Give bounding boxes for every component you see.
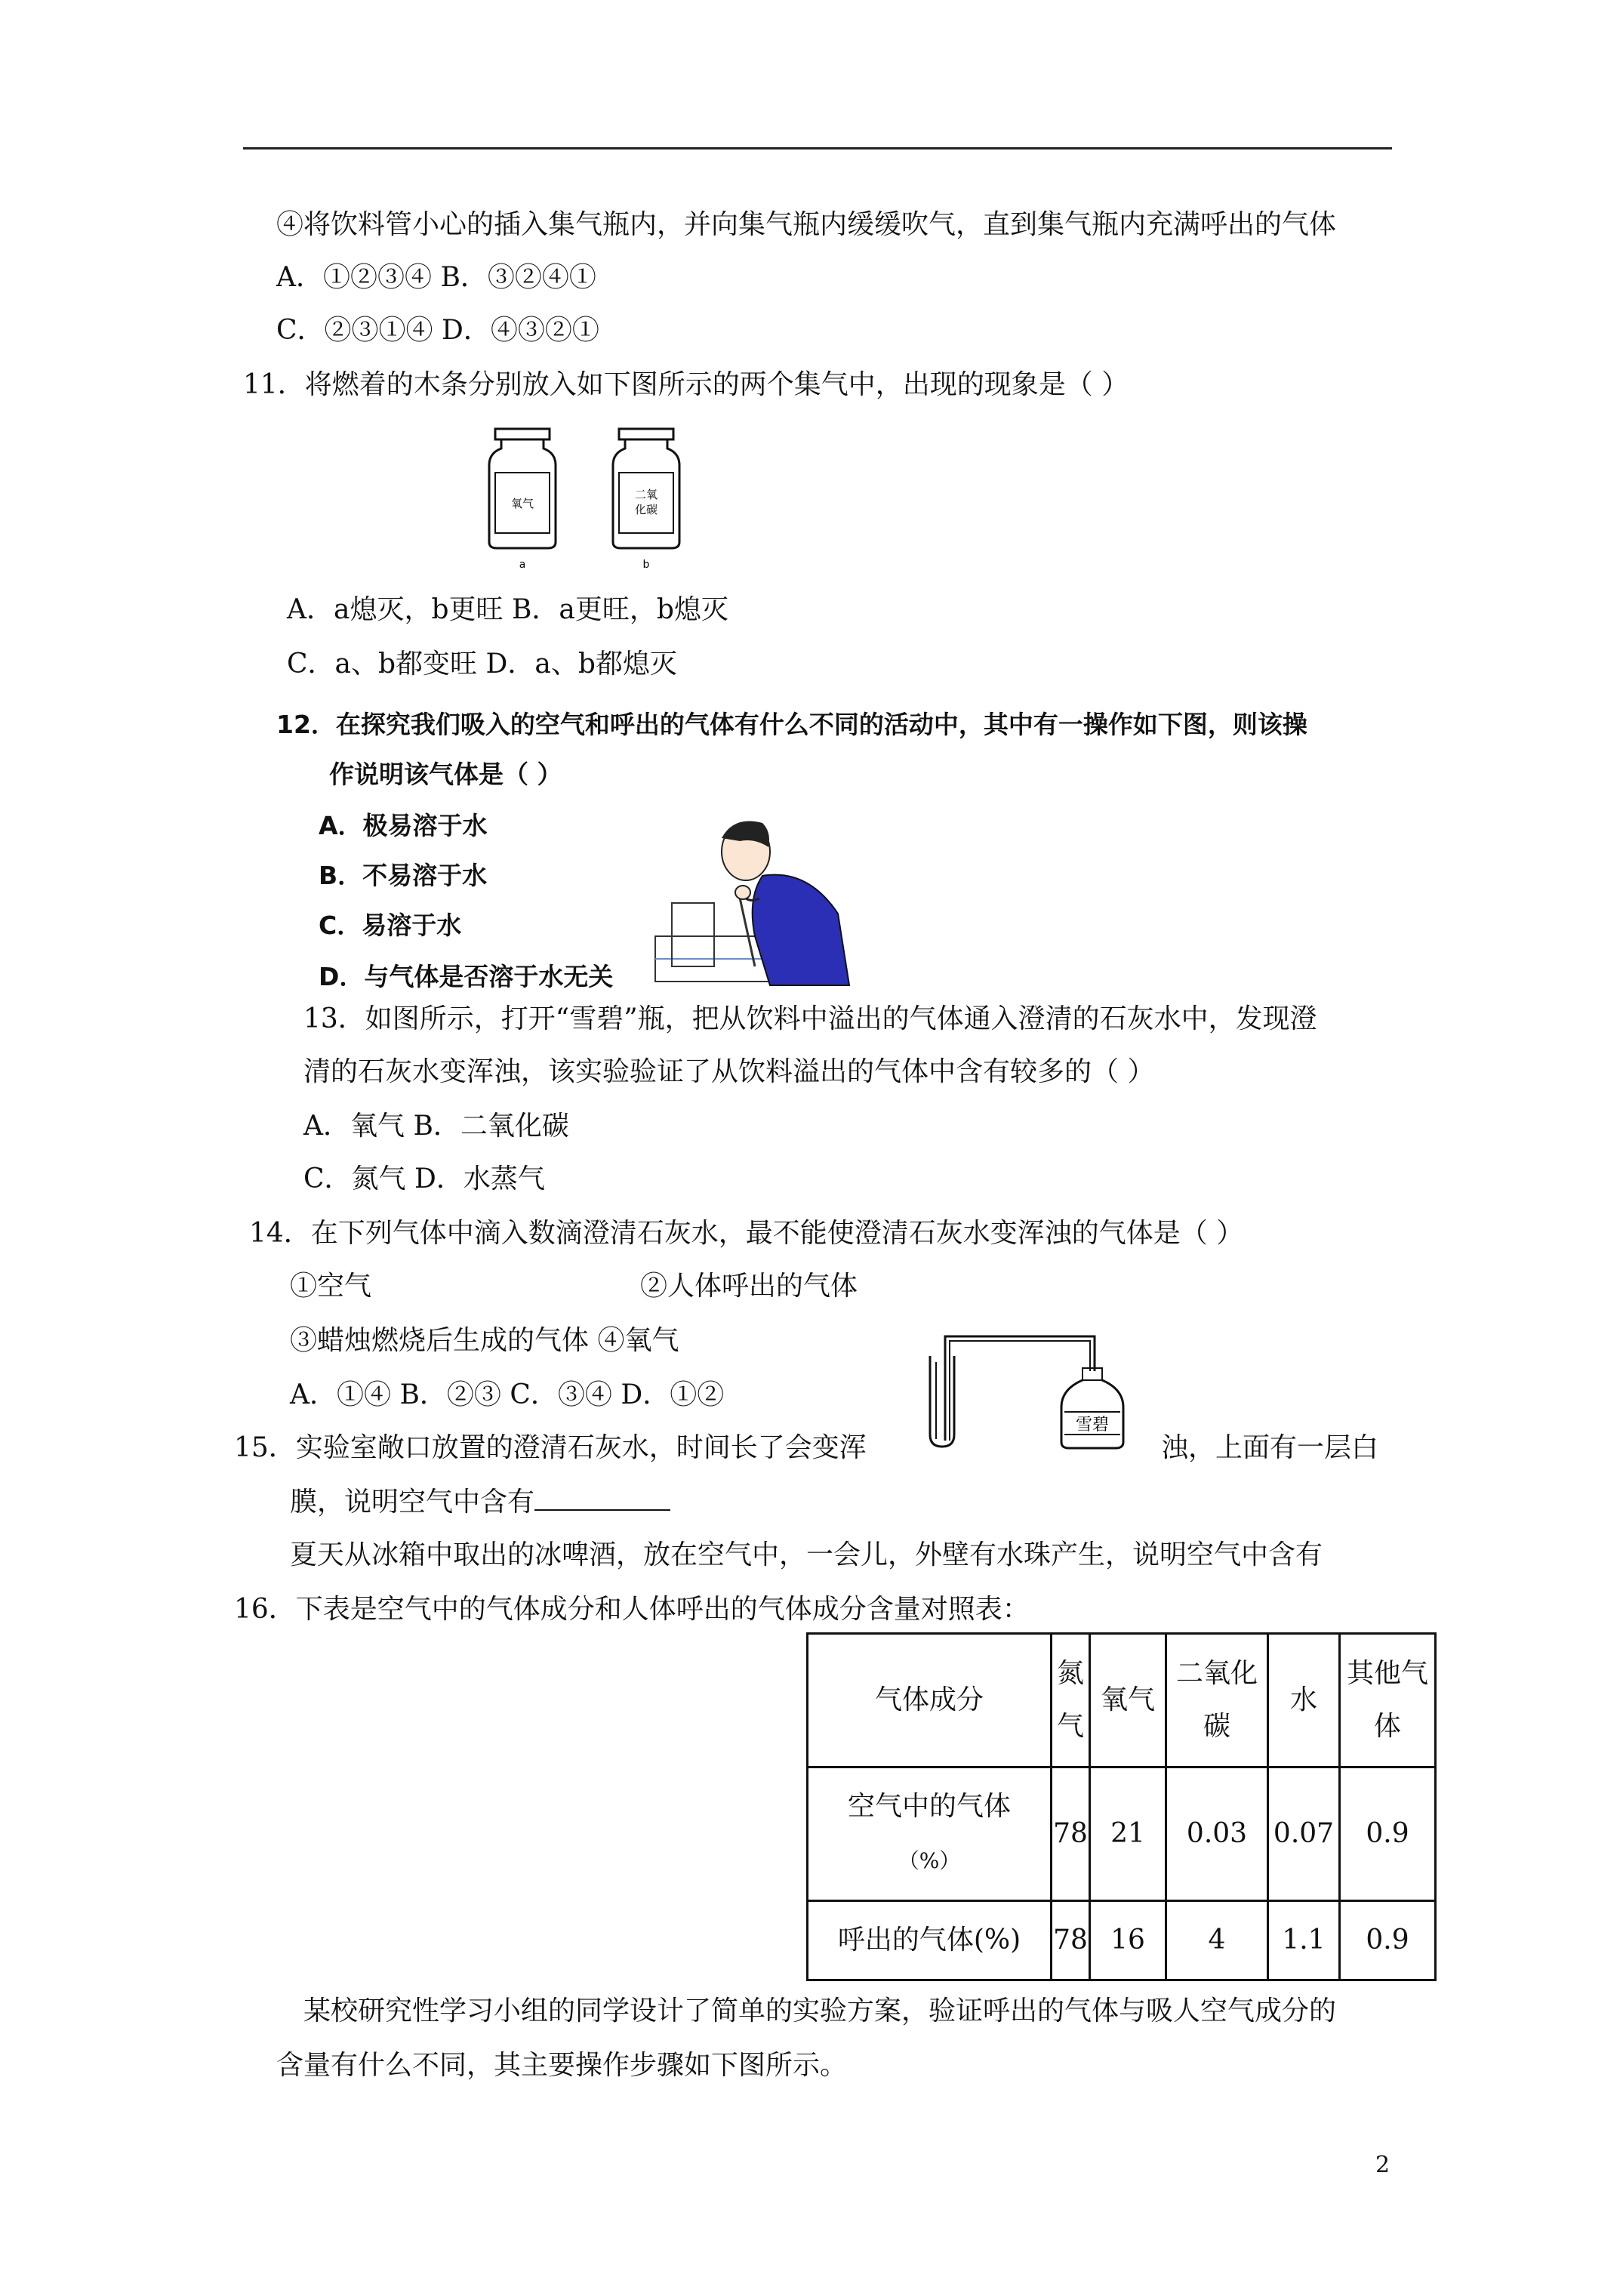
q12-option-d: D．与气体是否溶于水无关: [319, 962, 614, 991]
q11-choices-ab: A．a熄灭，b更旺 B．a更旺，b熄灭: [287, 594, 728, 625]
gas-composition-table: [806, 1632, 1437, 1981]
row-label-air: 空气中的气体 （%）: [808, 1767, 1052, 1901]
header-cell-component: 气体成分: [808, 1634, 1052, 1767]
q15-answer-blank-1[interactable]: [534, 1487, 670, 1511]
q14-option-2: ②人体呼出的气体: [640, 1271, 858, 1302]
page-number: 2: [1375, 2152, 1390, 2178]
q16-text-2: 含量有什么不同，其主要操作步骤如下图所示。: [276, 2050, 848, 2081]
q15-line-1-part-2: 浊，上面有一层白: [1161, 1432, 1379, 1463]
q10-choices-ab: A．①②③④ B．③②④①: [276, 262, 596, 293]
cell-exhaled-other: 0.9: [1340, 1901, 1436, 1980]
cell-exhaled-co2: 4: [1166, 1901, 1268, 1980]
q14-options-34: ③蜡烛燃烧后生成的气体 ④氧气: [290, 1325, 679, 1356]
q14-choices: A．①④ B．②③ C．③④ D．①②: [290, 1379, 725, 1410]
q16-text-1: 某校研究性学习小组的同学设计了简单的实验方案，验证呼出的气体与吸人空气成分的: [303, 1996, 1337, 2026]
q12-option-b: B．不易溶于水: [319, 861, 488, 890]
jar-b-label-2: 化碳: [634, 503, 658, 516]
q14-option-1: ①空气: [290, 1271, 372, 1302]
row-label-exhaled: 呼出的气体(%): [808, 1901, 1052, 1980]
q12-stem-2: 作说明该气体是（ ）: [329, 760, 562, 789]
header-cell-nitrogen: 氮 气: [1052, 1634, 1090, 1767]
jar-b: [613, 429, 679, 571]
q15-line-2-text: 膜，说明空气中含有: [290, 1487, 535, 1518]
q13-choices-ab: A．氧气 B．二氧化碳: [303, 1111, 569, 1142]
jar-a: [489, 429, 556, 571]
header-cell-oxygen: 氧气: [1090, 1634, 1166, 1767]
cell-exhaled-oxygen: 16: [1090, 1901, 1166, 1980]
q10-step4: ④将饮料管小心的插入集气瓶内，并向集气瓶内缓缓吹气，直到集气瓶内充满呼出的气体: [276, 209, 1337, 240]
q10-choices-cd: C．②③①④ D．④③②①: [276, 315, 599, 346]
jar-b-label-1: 二氧: [634, 488, 658, 501]
q11-choices-cd: C．a、b都变旺 D．a、b都熄灭: [287, 649, 677, 680]
cell-air-oxygen: 21: [1090, 1767, 1166, 1901]
q12-stem-1: 12．在探究我们吸入的空气和呼出的气体有什么不同的活动中，其中有一操作如下图，则该操: [276, 710, 1307, 739]
q15-line-2: [290, 1486, 670, 1519]
cell-air-nitrogen: 78: [1052, 1767, 1090, 1901]
header-cell-co2: 二氧化 碳: [1166, 1634, 1268, 1767]
q16-stem: 16．下表是空气中的气体成分和人体呼出的气体成分含量对照表：: [234, 1594, 1030, 1625]
cell-air-water: 0.07: [1268, 1767, 1340, 1901]
cell-air-co2: 0.03: [1166, 1767, 1268, 1901]
cell-air-other: 0.9: [1340, 1767, 1436, 1901]
jar-b-caption: b: [642, 559, 650, 571]
q12-blowing-figure: [649, 808, 891, 993]
q13-choices-cd: C．氮气 D．水蒸气: [303, 1163, 545, 1194]
q13-limewater-figure: [921, 1329, 1147, 1453]
q11-jars-figure: [483, 423, 710, 574]
header-cell-water: 水: [1268, 1634, 1340, 1767]
jar-a-caption: a: [519, 559, 526, 571]
bottle-label: 雪碧: [1075, 1416, 1110, 1435]
q11-stem: 11．将燃着的木条分别放入如下图所示的两个集气中，出现的现象是（ ）: [243, 369, 1129, 400]
header-rule: [243, 147, 1392, 149]
table-row-air: [808, 1767, 1436, 1901]
header-cell-other: 其他气 体: [1340, 1634, 1436, 1767]
table-row-exhaled: [808, 1901, 1436, 1980]
cell-exhaled-water: 1.1: [1268, 1901, 1340, 1980]
q12-option-c: C．易溶于水: [319, 911, 462, 940]
table-header-row: [808, 1634, 1436, 1767]
q13-stem-1: 13．如图所示，打开“雪碧”瓶，把从饮料中溢出的气体通入澄清的石灰水中，发现澄: [303, 1003, 1317, 1034]
q14-stem: 14．在下列气体中滴入数滴澄清石灰水，最不能使澄清石灰水变浑浊的气体是（ ）: [249, 1218, 1244, 1249]
cell-exhaled-nitrogen: 78: [1052, 1901, 1090, 1980]
jar-a-label: 氧气: [510, 497, 534, 510]
q13-stem-2: 清的石灰水变浑浊，该实验验证了从饮料溢出的气体中含有较多的（ ）: [303, 1056, 1155, 1087]
q15-line-3: 夏天从冰箱中取出的冰啤酒，放在空气中，一会儿，外壁有水珠产生，说明空气中含有: [290, 1539, 1323, 1570]
q15-line-1-part-1: 15．实验室敞口放置的澄清石灰水，时间长了会变浑: [234, 1432, 867, 1463]
q12-option-a: A．极易溶于水: [319, 811, 488, 840]
